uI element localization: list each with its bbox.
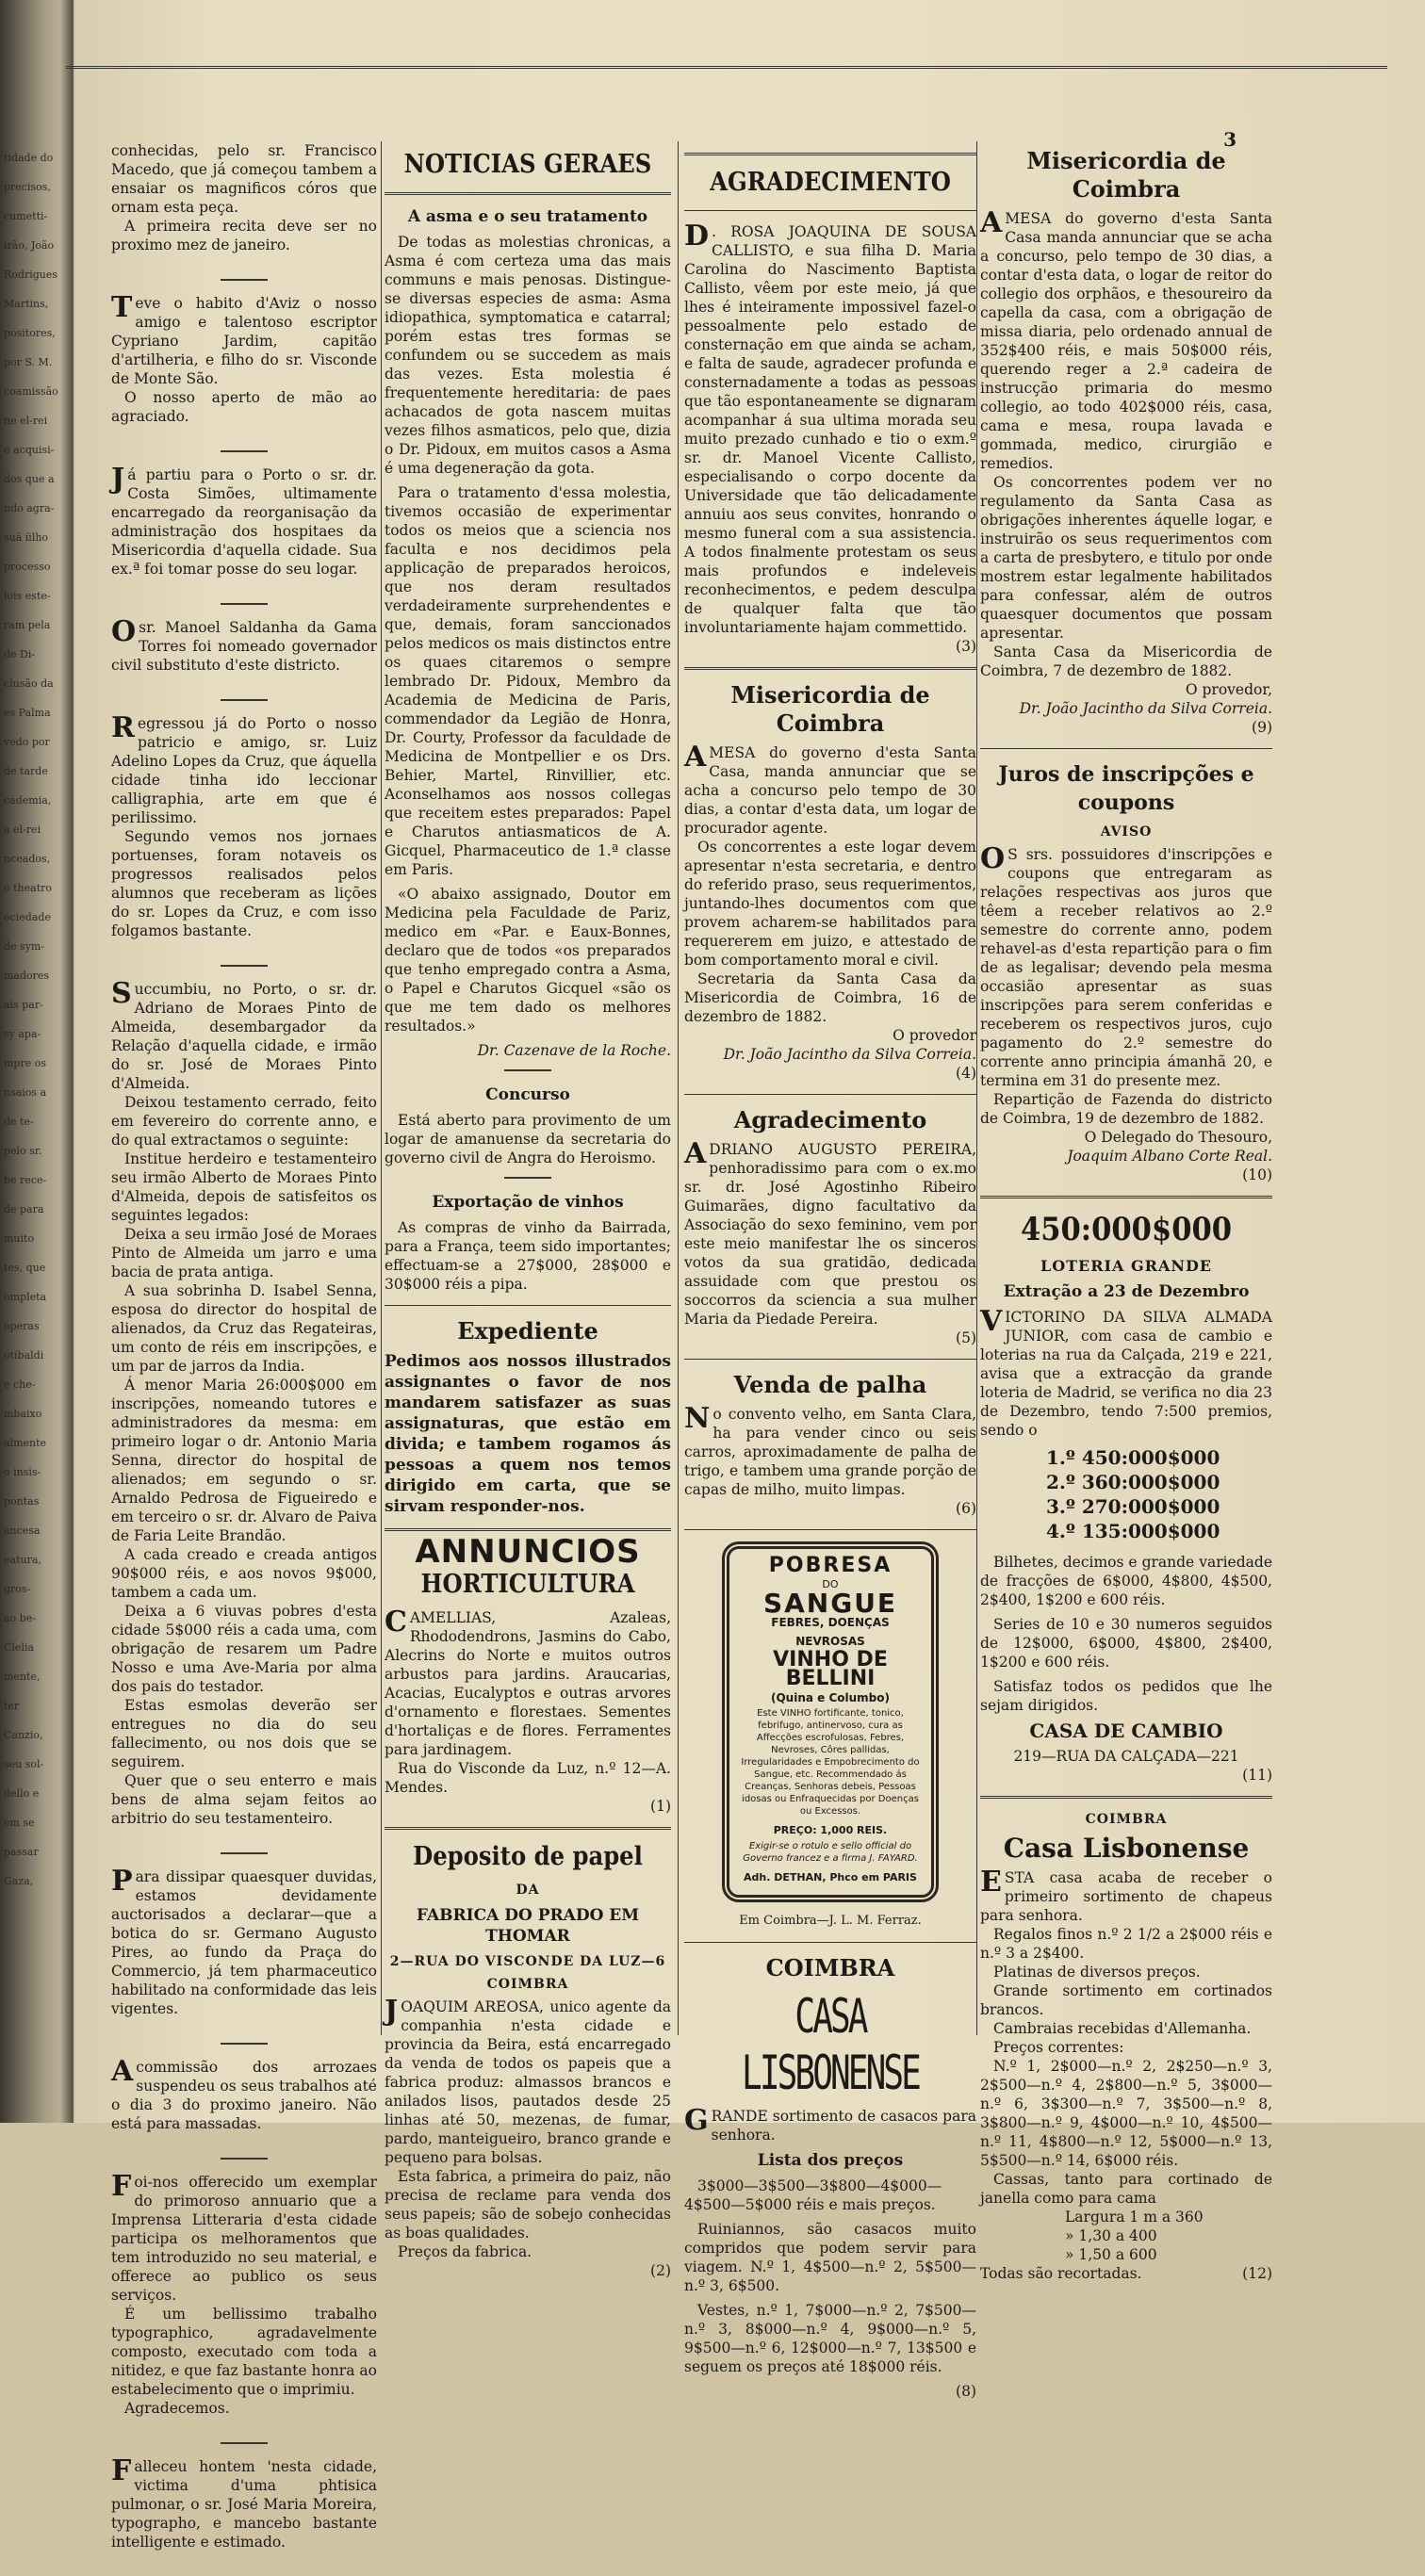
column-rule (678, 141, 679, 2035)
signature: Dr. João Jacintho da Silva Correia. (723, 1046, 976, 1063)
facing-page-fragment: o acquisi- (4, 444, 55, 456)
facing-page-fragment: gros- (4, 1583, 31, 1595)
ad-line: DO (822, 1578, 839, 1590)
ad-title-palha: Venda de palha (733, 1371, 927, 1398)
facing-page-fragment: o theatro (4, 882, 52, 894)
divider (221, 1852, 268, 1854)
article-text-asma (385, 233, 671, 1035)
facing-page-fragment: muito (4, 1232, 35, 1245)
ad-number: (1) (650, 1798, 671, 1815)
divider (221, 603, 268, 605)
facing-page-fragment: es Palma (4, 707, 51, 719)
facing-page-fragment: o insis- (4, 1466, 41, 1478)
price-list-text (684, 2177, 976, 2376)
facing-page-fragment: lois este- (4, 590, 51, 602)
divider (221, 699, 268, 701)
news-item (111, 2454, 377, 2552)
prize-item: 1.º 450:000$000 (1046, 1446, 1220, 1469)
divider (684, 210, 976, 211)
facing-page-fragment: Gaza, (4, 1875, 34, 1887)
signature: Dr. Cazenave de la Roche. (477, 1042, 671, 1059)
column-2 (385, 141, 671, 2280)
facing-page-fragment: almente (4, 1437, 47, 1449)
facing-page-fragment: Martins, (4, 298, 49, 310)
ad-subtitle-aviso: AVISO (1100, 824, 1153, 840)
facing-page-fragment: ne el-rei (4, 415, 48, 427)
divider (385, 1827, 671, 1830)
paragraph: Bilhetes, decimos e grande variedade de fracções de 6$000, 4$800, 4$500, 2$400, 1$200 e 600 réis. (980, 1554, 1272, 1608)
paragraph: Preços correntes: (993, 2039, 1124, 2056)
paragraph: De todas as molestias chronicas, a Asma é com certeza uma das mais communs e mais penosas. Distingue-se diversas especies de asma: Asma idiopathica, symptomatica e catarral; porém estas tres formas se confundem ou se succedem as mais das vezes. Esta molestia é frequentemente hereditaria: de paes achacados de gota nascem muitas vezes filhos asmaticos, pelo que, dizia o Dr. Pidoux, em muitos casos a Asma é uma degeneração da gota. (385, 234, 671, 477)
article-text-concurso (385, 1111, 671, 1167)
ad-title-deposito: Deposito de papel (413, 1842, 643, 1871)
divider (980, 748, 1272, 749)
ad-line: PREÇO: 1,000 REIS. (773, 1824, 888, 1836)
prize-list (1046, 1445, 1272, 1543)
divider (221, 2158, 268, 2160)
paragraph: Cassas, tanto para cortinado de janella como para cama (980, 2171, 1272, 2207)
news-item (111, 465, 377, 579)
facing-page-fragment: pelo sr. (4, 1145, 42, 1157)
ad-number: (5) (956, 1329, 976, 1346)
facing-page-fragment: positores, (4, 327, 56, 339)
divider (980, 1196, 1272, 1198)
lottery-date: Extração a 23 de Dezembro (1003, 1282, 1250, 1301)
ad-number: (10) (1242, 1166, 1272, 1183)
paragraph: Deixa a 6 viuvas pobres d'esta cidade 5$000 réis a cada uma, com obrigação de resarem um Padre Nosso e uma Ave-Maria por alma dos pais do testador. (111, 1603, 377, 1695)
ad-text-casacos: GRANDE sortimento de casacos para senhora. (684, 2104, 976, 2144)
section-title-annuncios: ANNUNCIOS (415, 1533, 641, 1571)
paragraph: Deixa a seu irmão José de Moraes Pinto de Almeida um jarro e uma bacia de prata antiga. (111, 1226, 377, 1280)
ad-subtitle: DA (516, 1883, 540, 1898)
ad-title-misericordia: Misericordia de Coimbra (1026, 147, 1226, 203)
divider (221, 450, 268, 452)
facing-page-fragment: ndo agra- (4, 502, 55, 514)
news-item (111, 2170, 377, 2418)
paragraph: Santa Casa da Misericordia de Coimbra, 7 de dezembro de 1882. (980, 644, 1272, 679)
drop-cap: J (111, 463, 125, 496)
size-item: » 1,50 a 600 (1065, 2246, 1157, 2263)
drop-cap: A (684, 1137, 707, 1170)
ad-title-juros: Juros de inscripções e coupons (998, 762, 1254, 815)
news-item (111, 977, 377, 1828)
expediente-text: Pedimos aos nossos illustrados assignantes o favor de nos mandarem satisfazer as suas assignaturas, que estão em divida; e tambem rogamos ás pessoas a quem nos temos dirigido em carta, que se sirvam responder-nos. (385, 1352, 671, 1516)
paragraph: Á menor Maria 26:000$000 em inscripções, nomeando tutores e administradores da mesma: em primeiro logar o dr. Antonio Maria Senna, director do hospital de alienados; em segundo o sr. Arnaldo Pedrosa de Figueiredo e em terceiro o sr. dr. Alvaro de Paiva de Faria Leite Brandão. (111, 1377, 377, 1544)
paragraph: Esta fabrica, a primeira do paiz, não precisa de reclame para venda dos seus papeis; são de sobejo conhecidas as boas qualidades. (385, 2168, 671, 2242)
paragraph: Institue herdeiro e testamenteiro seu irmão Alberto de Moraes Pinto d'Almeida, depois de satisfeitos os seguintes legados: (111, 1150, 377, 1224)
signature: Dr. João Jacintho da Silva Correia. (1019, 700, 1272, 717)
facing-page-fragment: ancesa (4, 1524, 41, 1537)
drop-cap: D (684, 220, 710, 253)
section-title-expediente: Expediente (457, 1317, 598, 1345)
ad-text-agradecimento-2: ADRIANO AUGUSTO PEREIRA, penhoradissimo para com o ex.mo sr. dr. José Agostinho Ribeiro Guimarães, digno facultativo da Associação do sexo feminino, vem por este meio manifestar lhe os sinceros votos da sua gratidão, dedicada assuidade com que prestou os soccorros da sciencia a sua mulher Maria da Piedade Pereira. (684, 1137, 976, 1328)
facing-page-fragment: mpre os (4, 1057, 47, 1069)
paragraph: Segundo vemos nos jornaes portuenses, foram notaveis os progressos realisados pelos alumnos que receberam as lições do sr. Lopes da Cruz, e com isso folgamos bastante. (111, 828, 377, 939)
column-1 (111, 141, 377, 2576)
divider (684, 1094, 976, 1095)
facing-page-fragment: dos que a (4, 473, 55, 485)
facing-page-fragment: be rece- (4, 1174, 47, 1186)
column-rule (381, 141, 382, 2035)
facing-page-fragment: suá íilho (4, 531, 49, 544)
article-title-asma: A asma e o seu tratamento (407, 207, 648, 226)
paragraph: Preços da fabrica. (398, 2243, 532, 2260)
article-title-concurso: Concurso (485, 1085, 570, 1104)
ad-note: Todas são recortadas. (980, 2265, 1142, 2282)
divider (684, 153, 976, 155)
ad-number: (6) (956, 1500, 976, 1517)
paragraph: A sua sobrinha D. Isabel Senna, esposa do director do hospital de alienados, da Cruz das Regateiras, um conto de réis em inscripções, e um par de jarros da India. (111, 1282, 377, 1375)
divider (385, 1528, 671, 1531)
drop-cap: S (111, 977, 132, 1010)
lottery-amount: 450:000$000 (1020, 1211, 1233, 1248)
ad-city: COIMBRA (486, 1977, 569, 1992)
ad-line: SANGUE (762, 1588, 898, 1619)
news-text: á partiu para o Porto o sr. dr. Costa Simões, ultimamente encarregado da reorganisação da administração dos hospitaes da Misericordia d'aquella cidade. Sua ex.ª foi tomar posse do seu logar. (111, 466, 377, 578)
ad-number: (2) (650, 2262, 671, 2279)
paragraph: 3$000—3$500—3$800—4$000—4$500—5$000 réis e mais preços. (684, 2177, 942, 2213)
facing-page-fragment: ram pela (4, 619, 51, 631)
paragraph: Cambraias recebidas d'Allemanha. (993, 2020, 1252, 2037)
paragraph: É um bellissimo trabalho typographico, agradavelmente composto, executado com toda a nitidez, e que faz bastante honra ao estabelecimento que o imprimiu. (111, 2306, 377, 2398)
paragraph: Quer que o seu enterro e mais bens de alma sejam feitos ao arbitrio do seu testamenteiro. (111, 1772, 377, 1827)
facing-page-fragment: de Di- (4, 648, 36, 660)
ad-text-agradecimento: D . ROSA JOAQUINA DE SOUSA CALLISTO, e sua filha D. Maria Carolina do Nascimento Baptista Callisto, vêem por este meio, já que lhes é inteiramente impossivel fazel-o pessoalmente pelo estado de consternação em que ainda se acham, e falta de saude, agradecer profunda e consternadamente a todas as pessoas que tão espontaneamente se dignaram acompanhar á sua ultima morada seu muito prezado cunhado e tio o exm.º sr. dr. Manoel Vicente Callisto, especialisando o corpo docente da Universidade que tão delicadamente annuiu aos seus convites, honrando o mesmo funeral com a sua assistencia. A todos finalmente protestam os seus mais profundos e indeleveis reconhecimentos, e pedem desculpa de qualquer falta que tão involuntariamente hajam commettido. (684, 220, 976, 636)
facing-page-fragment: de sym- (4, 940, 45, 953)
drop-cap: J (385, 1995, 399, 2028)
column-4 (980, 141, 1272, 2283)
drop-cap: V (980, 1305, 1003, 1338)
drop-cap: A (980, 206, 1003, 239)
facing-page-fragment: precisos, (4, 181, 51, 193)
lottery-title: LOTERIA GRANDE (1040, 1257, 1213, 1275)
section-title-noticias: NOTICIAS GERAES (403, 150, 652, 179)
divider (221, 2442, 268, 2444)
paragraph: A primeira recita deve ser no proximo mez de janeiro. (111, 218, 377, 253)
paragraph: Ruiniannos, são casacos muito compridos que podem servir para viagem. N.º 1, 4$500—n.º 2, 5$500—n.º 3, 6$500. (684, 2221, 976, 2294)
ad-text-horticultura: CAMELLIAS, Azaleas, Rhododendrons, Jasmins do Cabo, Alecrins do Norte e muitos outros arbustos para jardins. Araucarias, Acacias, Eucalyptos e outras arvores d'ornamento e florestaes. Sementes d'hortaliças e de flores. Ferramentes para jardinagem. Rua do Visconde da Luz, n.º 12—A. Mendes. (385, 1606, 671, 1796)
facing-page-fragment: de tarde (4, 765, 48, 777)
drop-cap: T (111, 291, 133, 324)
facing-page-fragment: passar (4, 1846, 39, 1858)
column-3 (684, 141, 976, 2401)
prize-item: 2.º 360:000$000 (1046, 1471, 1220, 1493)
facing-page-fragment: irão, João (4, 239, 55, 252)
article-text-exportacao (385, 1218, 671, 1294)
facing-page-fragment: mente, (4, 1671, 41, 1683)
facing-page-fragment: madores (4, 970, 50, 982)
drop-cap: F (111, 2170, 132, 2203)
facing-page-fragment: e che- (4, 1378, 36, 1391)
facing-page-fragment: nsaios a (4, 1086, 47, 1099)
facing-page-fragment: ompleta (4, 1291, 47, 1303)
facing-page-fragment: eatura, (4, 1554, 41, 1566)
facing-page-fragment: vedo por (4, 736, 50, 748)
facing-page-fragment: clusão da (4, 677, 54, 690)
paragraph: Platinas de diversos preços. (993, 1964, 1201, 1981)
paragraph: Repartição de Fazenda do districto de Coimbra, 19 de dezembro de 1882. (980, 1091, 1272, 1127)
news-item (111, 2055, 377, 2133)
ad-number: (4) (956, 1065, 976, 1082)
paragraph: «O abaixo assignado, Doutor em Medicina pela Faculdade de Pariz, medico em «Par. e Eaux-Bonnes, declaro que de todos «os preparados que tenho empregado contra a Asma, o Papel e Charutos Gicquel «são os que me tem dado os melhores resultados.» (385, 886, 671, 1035)
ad-title-horticultura: HORTICULTURA (420, 1570, 635, 1599)
divider (684, 1942, 976, 1943)
ad-title-agradecimento: AGRADECIMENTO (710, 168, 951, 197)
facing-page-fragment: tidade do (4, 152, 54, 164)
ad-line: (Quina e Columbo) (770, 1691, 890, 1704)
paragraph: Para o tratamento d'essa molestia, tivemos occasião de experimentar todos os meios que a sciencia nos faculta e nos decidimos pela applicação de preparados heroicos, que nos deram resultados verdadeiramente surprehendentes e que, demais, foram sanccionados pelos medicos os mais distinctos entre os quaes citaremos o sempre lembrado Dr. Pidoux, Membro da Academia de Medicina de Paris, commendador da Legião de Honra, Dr. Courty, Professor da faculdade de Medicina de Montpellier e os Drs. Behier, Martel, Rinvillier, etc. Aconselhamos aos nossos collegas que receitem estes preparados: Papel e Charutos antiasmaticos de A. Gicquel, Pharmaceutico de 1.ª classe em Paris. (385, 484, 671, 878)
paragraph: A cada creado e creada antigos 90$000 réis, e aos novos 9$000, tambem a cada um. (111, 1546, 377, 1601)
paragraph: Vestes, n.º 1, 7$000—n.º 2, 7$500—n.º 3, 8$000—n.º 4, 9$000—n.º 5, 9$500—n.º 6, 12$000—n.º 7, 13$500 e seguem os preços até 18$000 réis. (684, 2302, 976, 2375)
signature-label: O provedor (893, 1027, 976, 1044)
paragraph: Os concorrentes podem ver no regulamento da Santa Casa as obrigações inherentes áquelle logar, e instruirão os seus requerimentos com a carta de presbytero, e titulo por onde mostrem estar legalmente habilitados para confessar, além de outros quaesquer documentos que possam apresentar. (980, 474, 1272, 642)
divider (980, 1796, 1272, 1799)
paragraph: Satisfaz todos os pedidos que lhe sejam dirigidos. (980, 1678, 1272, 1714)
ad-number: (11) (1242, 1767, 1272, 1784)
facing-page-fragment: ociedade (4, 911, 51, 923)
drop-cap: F (111, 2454, 132, 2487)
lottery-text-2 (980, 1553, 1272, 1715)
ad-line: POBRESA (768, 1554, 893, 1577)
drop-cap: C (385, 1606, 407, 1639)
news-text: commissão dos arrozaes suspendeu os seus trabalhos até o dia 3 do proximo janeiro. Não está para massadas. (111, 2059, 377, 2132)
divider (504, 1177, 551, 1179)
ad-number: (3) (956, 638, 976, 655)
ad-line: VINHO DE BELLINI (773, 1648, 888, 1690)
paragraph: N.º 1, 2$000—n.º 2, 2$250—n.º 3, 2$500—n.º 4, 2$800—n.º 5, 3$000—n.º 6, 3$300—n.º 7, 3$500—n.º 8, 3$800—n.º 9, 4$000—n.º 10, 4$500—n.º 11, 4$800—n.º 12, 5$000—n.º 13, 5$500—n.º 14, 6$000 réis. (980, 2058, 1272, 2169)
ad-text-misericordia: A MESA do governo d'esta Santa Casa, manda annunciar que se acha a concurso pelo tempo de 30 dias, a contar d'esta data, um logar de procurador agente. Os concorrentes a este logar devem apresentar n'esta secretaria, e dentro do referido praso, seus requerimentos, juntando-lhes documentos com que provem acharem-se habilitados para requererem em juizo, e attestado de bom comportamento moral e civil. Secretaria da Santa Casa da Misericordia de Coimbra, 16 de dezembro de 1882. (684, 741, 976, 1025)
paragraph: Os concorrentes a este logar devem apresentar n'esta secretaria, e dentro do referido praso, seus requerimentos, juntando-lhes documentos com que provem acharem-se habilitados para requererem em juizo, e attestado de bom comportamento moral e civil. (684, 839, 976, 969)
drop-cap: N (684, 1402, 711, 1435)
news-item (111, 1867, 377, 2018)
drop-cap: O (111, 615, 137, 648)
news-text: oi-nos offerecido um exemplar do primoroso annuario que a Imprensa Litteraria d'esta cidade participa os melhoramentos que tem introduzido no seu material, e offerece ao publico os seus serviços. É um bellissimo trabalho typographico, agradavelmente composto, executado com toda a nitidez, e que faz bastante honra ao estabelecimento que o imprimiu. Agradecemos. (111, 2174, 377, 2417)
divider (684, 1529, 976, 1530)
drop-cap: P (111, 1865, 133, 1898)
news-item (111, 291, 377, 426)
paragraph: Grande sortimento em cortinados brancos. (980, 1982, 1272, 2018)
ad-line: Adh. DETHAN, Phco em PARIS (744, 1871, 917, 1883)
divider (221, 965, 268, 967)
facing-page-fragment: coamissão (4, 385, 58, 398)
paragraph: Rua do Visconde da Luz, n.º 12—A. Mendes. (385, 1760, 671, 1796)
ad-number: (9) (1252, 719, 1272, 736)
news-item (111, 711, 377, 940)
page-number: 3 (1223, 128, 1237, 151)
facing-page-fragment: Rodrigues (4, 269, 58, 281)
cambio-address: 219—RUA DA CALÇADA—221 (1013, 1748, 1239, 1765)
signature-label: O provedor, (1185, 681, 1272, 698)
prize-item: 3.º 270:000$000 (1046, 1495, 1220, 1518)
ad-title-casa-lisbonense: CASA LISBONENSE (742, 1989, 919, 2100)
ad-text-deposito: JOAQUIM AREOSA, unico agente da companhia n'esta cidade e provincia da Beira, está encarregado da venda de todos os papeis que a fabrica produz: almassos brancos e anilados lisos, pautados desde 25 linhas até 50, mezenas, de fumar, pardo, manteigueiro, branco grande e pequeno para bolsas. Esta fabrica, a primeira do paiz, não precisa de reclame para venda dos seus papeis; são de sobejo conhecidas as boas qualidades. Preços da fabrica. (385, 1995, 671, 2260)
paragraph: Deixou testamento cerrado, feito em fevereiro do corrente anno, e do qual extractamos o seguinte: (111, 1094, 377, 1149)
price-list-title: Lista dos preços (757, 2151, 904, 2170)
ad-line: Exigir-se o rotulo e sello official do Governo francez e a firma J. FAYARD. (743, 1841, 918, 1864)
divider (221, 279, 268, 281)
paragraph: Secretaria da Santa Casa da Misericordia de Coimbra, 16 de dezembro de 1882. (684, 970, 976, 1025)
facing-page-fragment: Clelia (4, 1641, 35, 1654)
size-item: Largura 1 m a 360 (1065, 2209, 1204, 2225)
book-binding (0, 0, 74, 2123)
article-title-exportacao: Exportação de vinhos (432, 1193, 624, 1212)
drop-cap: A (684, 741, 707, 774)
facing-page-fragment: mbaixo (4, 1408, 42, 1420)
divider (385, 1305, 671, 1306)
facing-page-fragment: ais par- (4, 999, 43, 1011)
ad-number: (12) (1242, 2265, 1272, 2282)
ad-title-coimbra: COIMBRA (765, 1954, 895, 1981)
drop-cap: G (684, 2104, 709, 2137)
drop-cap: E (980, 1866, 1002, 1899)
facing-page-fragment: seu sol- (4, 1758, 44, 1770)
facing-page-fragment: cademia, (4, 794, 52, 807)
news-text: ara dissipar quaesquer duvidas, estamos devidamente auctorisados a declarar—que a botica do sr. Germano Augusto Pires, ao fundo da Praça do Commercio, já tem pharmaceutico habilitado na conformidade das leis vigentes. (111, 1868, 377, 2017)
signature: Joaquim Albano Corte Real. (1067, 1148, 1272, 1165)
facing-page-fragment: de para (4, 1203, 44, 1215)
size-item: » 1,30 a 400 (1065, 2227, 1157, 2244)
ad-text-palha: No convento velho, em Santa Clara, ha para vender cinco ou seis carros, aproximadamente de palha de trigo, e tambem uma grande porção de capas de milho, muito limpas. (684, 1402, 976, 1498)
paragraph: Estas esmolas deverão ser entregues no dia do seu fallecimento, ou nos dois que se seguirem. (111, 1697, 377, 1770)
ad-title-fabrica: FABRICA DO PRADO EM THOMAR (416, 1906, 640, 1946)
paragraph: Series de 10 e 30 numeros seguidos de 12$000, 6$000, 4$800, 2$400, 1$200 e 600 réis. (980, 1616, 1272, 1671)
news-item (111, 615, 377, 675)
news-text: egressou já do Porto o nosso patricio e amigo, sr. Luiz Adelino Lopes da Cruz, que áquella cidade tinha ido leccionar calligraphia, arte em que é perilissimo. Segundo vemos nos jornaes portuenses, foram notaveis os progressos realisados pelos alumnos que receberam as lições do sr. Lopes da Cruz, e com isso folgamos bastante. (111, 715, 377, 939)
facing-page-fragment: ao be- (4, 1612, 36, 1624)
news-item (111, 141, 377, 254)
drop-cap: A (111, 2055, 134, 2088)
facing-page-fragment: pontas (4, 1495, 40, 1508)
facing-page-fragment: dello e (4, 1787, 40, 1800)
ad-footer (980, 2264, 1272, 2283)
facing-page-fragment: ter (4, 1700, 20, 1712)
divider (684, 667, 976, 670)
ad-agent: Em Coimbra—J. L. M. Ferraz. (739, 1914, 922, 1928)
paragraph: As compras de vinho da Bairrada, para a França, teem sido importantes; effectuam-se a 27$000, 28$000 e 30$000 réis a pipa. (385, 1219, 671, 1293)
paragraph: Regalos finos n.º 2 1/2 a 2$000 réis e n.º 3 a 2$400. (980, 1926, 1272, 1962)
divider (385, 192, 671, 195)
facing-page-fragment: sy apa- (4, 1028, 41, 1040)
size-list (1065, 2208, 1272, 2264)
lottery-text: VICTORINO DA SILVA ALMADA JUNIOR, com casa de cambio e loterias na rua da Calçada, 219 e 221, avisa que a extracção da grande loteria de Madrid, se verifica no dia 23 de Dezembro, tendo 7:500 premios, sendo o (980, 1305, 1272, 1439)
facing-page-fragment: otibaldi (4, 1349, 44, 1361)
paragraph: O nosso aperto de mão ao agraciado. (111, 389, 377, 425)
facing-page-fragment: a el-rei (4, 823, 41, 836)
ad-number: (8) (956, 2383, 976, 2400)
facing-page-fragment: em se (4, 1817, 35, 1829)
divider (684, 1359, 976, 1360)
cambio-title: CASA DE CAMBIO (1029, 1720, 1223, 1742)
bellini-advert (722, 1541, 939, 1902)
top-rule (66, 66, 1387, 69)
facing-page-fragment: nceados, (4, 853, 51, 865)
ad-text-juros: O S srs. possuidores d'inscripções e coupons que entregaram as relações respectivas aos juros que têem a receber relativos ao 2.º semestre do corrente anno, podem rehavel-as d'esta repartição para o fim de as legalisar; devendo pela mesma occasião apresentar as suas inscripções para serem conferidas e receberem os respectivos juros, cujo pagamento do 2.º semestre do corrente anno principia ámanhã 20, e termina em 31 do presente mez. Repartição de Fazenda do districto de Coimbra, 19 de dezembro de 1882. (980, 842, 1272, 1127)
divider (504, 1069, 551, 1071)
ad-title-casa-lisbonense: Casa Lisbonense (1003, 1833, 1250, 1864)
news-text: eve o habito d'Aviz o nosso amigo e talentoso escriptor Cypriano Jardim, capitão d'artilheria, e filho do sr. Visconde de Monte São. O nosso aperto de mão ao agraciado. (111, 295, 377, 425)
prize-item: 4.º 135:000$000 (1046, 1520, 1220, 1542)
ad-address: 2—RUA DO VISCONDE DA LUZ—6 (389, 1954, 666, 1969)
news-text: sr. Manoel Saldanha da Gama Torres foi nomeado governador civil substituto d'este districto. (111, 619, 377, 674)
ad-line: FEBRES, DOENÇAS NEVROSAS (771, 1616, 890, 1648)
drop-cap: R (111, 711, 135, 744)
facing-page-fragment: cumetti- (4, 210, 48, 222)
ad-text-misericordia: A MESA do governo d'esta Santa Casa manda annunciar que se acha a concurso, pelo tempo de 30 dias, a contar d'esta data, o logar de reitor do collegio dos orphãos, e thesoureiro da capella da casa, com a obrigação de missa diaria, pelo ordenado annual de 352$400 réis, e mais 50$000 réis, querendo reger a 2.ª cadeira de instrucção primaria do mesmo collegio, ao todo 402$000 réis, casa, cama e mesa, roupa lavada e gommada, medico, cirurgião e remedios. Os concorrentes podem ver no regulamento da Santa Casa as obrigações inherentes áquelle logar, e instruirão os seus requerimentos com a carta de presbytero, e titulo por onde mostrem estar legalmente habilitados para confessar, além de outros quaesquer documentos que possam apresentar. Santa Casa da Misericordia de Coimbra, 7 de dezembro de 1882. (980, 206, 1272, 679)
drop-cap: O (980, 842, 1006, 875)
facing-page-fragment: processo (4, 561, 51, 573)
facing-page-fragment: por S. M. (4, 356, 53, 368)
facing-page-fragment: de te- (4, 1116, 34, 1128)
ad-title-misericordia: Misericordia de Coimbra (730, 681, 930, 737)
facing-page-fragment: tes, que (4, 1262, 46, 1274)
news-text: uccumbiu, no Porto, o sr. dr. Adriano de Moraes Pinto de Almeida, desembargador da Relação d'aquella cidade, e irmão do sr. José de Moraes Pinto d'Almeida. Deixou testamento cerrado, feito em fevereiro do corrente anno, e do qual extractamos o seguinte: Institue herdeiro e testamenteiro seu irmão Alberto de Moraes Pinto d'Almeida, depois de satisfeitos os seguintes legados: Deixa a seu irmão José de Moraes Pinto de Almeida um jarro e uma bacia de prata antiga. A sua sobrinha D. Isabel Senna, esposa do director do hospital de alienados, da Cruz das Regateiras, um conto de réis em inscripções, e um par de jarros da India. Á menor Maria 26:000$000 em inscripções, nomeando tutores e administradores da mesma: em primeiro logar o dr. Antonio Maria Senna, director do hospital de alienados; em segundo o sr. Arnaldo Pedrosa de Figueiredo e em terceiro o sr. dr. Alvaro de Paiva de Faria Leite Brandão. A cada creado e creada antigos 90$000 réis, e aos novos 9$000, tambem a cada um. Deixa a 6 viuvas pobres d'esta cidade 5$000 réis a cada uma, com obrigação de resarem um Padre Nosso e uma Ave-Maria por alma dos pais do testador. Estas esmolas deverão ser entregues no dia do seu fallecimento, ou nos dois que se seguirem. Quer que o seu enterro e mais bens de alma sejam feitos ao arbitrio do seu testamenteiro. (111, 981, 377, 1827)
facing-page-fragment: operas (4, 1320, 40, 1332)
divider (221, 2043, 268, 2045)
paragraph: Agradecemos. (124, 2400, 230, 2417)
news-text: alleceu hontem 'nesta cidade, victima d'uma phtisica pulmonar, o sr. José Maria Moreira, typographo, e mancebo bastante intelligente e estimado. (111, 2458, 377, 2551)
city-label: COIMBRA (1085, 1812, 1168, 1827)
ad-line: Este VINHO fortificante, tonico, febrifugo, antinervoso, cura as Affecções escrofulosas, Febres, Nevroses, Côres pallidas, Irregularidades e Empobrecimento do Sangue, etc. Recommendado ás Creanças, Senhoras debeis, Pessoas idosas ou Enfraquecidas por Doenças ou Excessos. (741, 1708, 920, 1817)
facing-page-fragment: Canzio, (4, 1729, 43, 1741)
signature-label: O Delegado do Thesouro, (1084, 1129, 1272, 1146)
news-text: conhecidas, pelo sr. Francisco Macedo, que já começou tambem a ensaiar os magnificos córos que ornam esta peça. A primeira recita deve ser no proximo mez de janeiro. (111, 142, 377, 253)
column-rule (976, 141, 977, 2035)
paragraph: Está aberto para provimento de um logar de amanuense da secretaria do governo civil de Angra do Heroismo. (385, 1112, 671, 1166)
ad-text-lisbonense: ESTA casa acaba de receber o primeiro sortimento de chapeus para senhora. Regalos finos n.º 2 1/2 a 2$000 réis e n.º 3 a 2$400. Platinas de diversos preços. Grande sortimento em cortinados brancos. Cambraias recebidas d'Allemanha. Preços correntes: N.º 1, 2$000—n.º 2, 2$250—n.º 3, 2$500—n.º 4, 2$800—n.º 5, 3$000—n.º 6, 3$300—n.º 7, 3$500—n.º 8, 3$800—n.º 9, 4$000—n.º 10, 4$500—n.º 11, 4$800—n.º 12, 5$000—n.º 13, 5$500—n.º 14, 6$000 réis. Cassas, tanto para cortinado de janella como para cama (980, 1866, 1272, 2207)
ad-title-agradecimento-2: Agradecimento (733, 1106, 927, 1133)
